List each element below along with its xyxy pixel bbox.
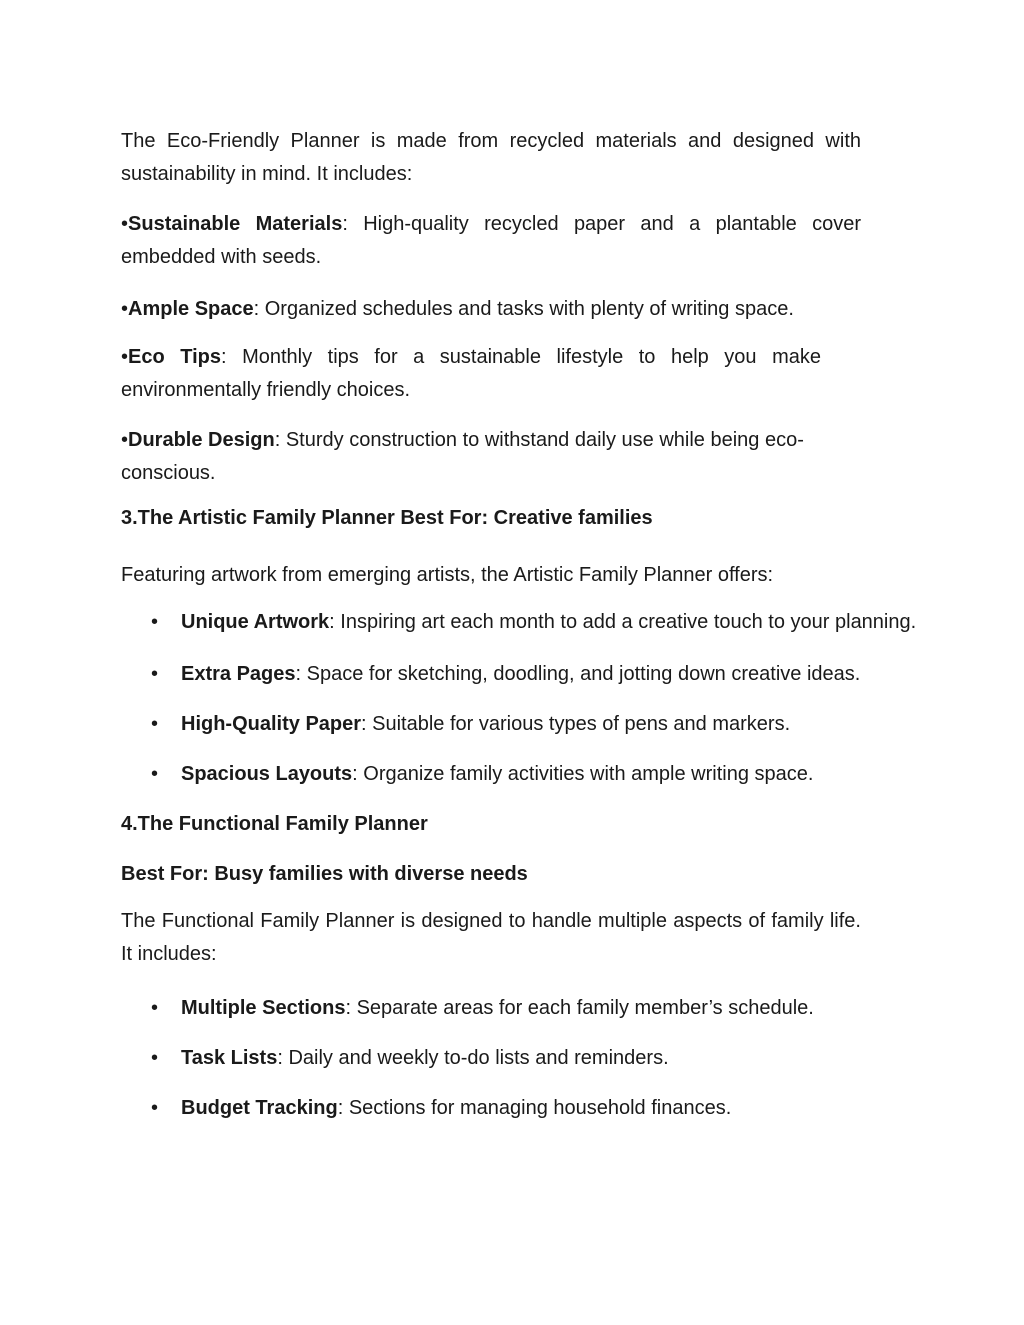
item-title: Task Lists: [181, 1047, 278, 1069]
item-title: Durable Design: [128, 429, 275, 451]
item-text: : Space for sketching, doodling, and jotting down creative ideas.: [295, 663, 861, 685]
list-item: [121, 758, 921, 791]
bullet-icon: •: [151, 713, 159, 735]
item-title: Extra Pages: [181, 663, 296, 685]
list-item: [121, 1092, 921, 1125]
bullet-icon: •: [151, 663, 159, 685]
item-text: : Monthly tips for a sustainable lifestyle to help you make environmentally friendly choices.: [121, 346, 821, 401]
eco-item-eco-tips: [121, 341, 821, 407]
bullet-icon: •: [121, 213, 129, 235]
section-4-subheading: Best For: Busy families with diverse needs: [121, 863, 528, 885]
section-4-intro: The Functional Family Planner is designed to handle multiple aspects of family life. It includes:: [121, 910, 861, 965]
bullet-icon: •: [121, 346, 129, 368]
eco-item-ample-space: [121, 293, 861, 326]
list-item: [121, 708, 921, 741]
item-title: Unique Artwork: [181, 611, 330, 633]
item-text: : Daily and weekly to-do lists and reminders.: [277, 1047, 669, 1069]
functional-features-list: [121, 992, 861, 1125]
item-title: High-Quality Paper: [181, 713, 362, 735]
item-title: Eco Tips: [128, 346, 221, 368]
item-text: : Organized schedules and tasks with plenty of writing space.: [253, 298, 794, 320]
bullet-icon: •: [121, 429, 129, 451]
item-title: Ample Space: [128, 298, 254, 320]
eco-intro-paragraph: The Eco-Friendly Planner is made from recycled materials and designed with sustainability in mind. It includes:: [121, 130, 861, 185]
document-page: [121, 125, 917, 1125]
bullet-icon: •: [121, 298, 129, 320]
eco-item-sustainable-materials: [121, 208, 861, 274]
item-text: : Suitable for various types of pens and markers.: [361, 713, 791, 735]
eco-item-durable-design: [121, 424, 861, 490]
bullet-icon: •: [151, 997, 159, 1019]
artistic-features-list: [121, 606, 917, 791]
list-item: [121, 1042, 921, 1075]
bullet-icon: •: [151, 1097, 159, 1119]
list-item: [121, 992, 921, 1025]
item-title: Budget Tracking: [181, 1097, 338, 1119]
list-item: [121, 606, 921, 639]
item-text: : Inspiring art each month to add a creative touch to your planning.: [329, 611, 917, 633]
list-item: [121, 658, 921, 691]
item-text: : Sturdy construction to withstand daily use while being eco-conscious.: [121, 429, 804, 484]
section-3-heading: 3.The Artistic Family Planner Best For: Creative families: [121, 507, 653, 529]
item-title: Sustainable Materials: [128, 213, 343, 235]
item-title: Multiple Sections: [181, 997, 346, 1019]
section-4-heading: 4.The Functional Family Planner: [121, 813, 428, 835]
bullet-icon: •: [151, 611, 159, 633]
item-text: : High-quality recycled paper and a plantable cover embedded with seeds.: [121, 213, 861, 268]
section-3-intro: Featuring artwork from emerging artists, the Artistic Family Planner offers:: [121, 564, 774, 586]
bullet-icon: •: [151, 1047, 159, 1069]
item-text: : Separate areas for each family member’s schedule.: [345, 997, 814, 1019]
item-text: : Organize family activities with ample writing space.: [352, 763, 814, 785]
item-title: Spacious Layouts: [181, 763, 353, 785]
bullet-icon: •: [151, 763, 159, 785]
item-text: : Sections for managing household finances.: [337, 1097, 732, 1119]
